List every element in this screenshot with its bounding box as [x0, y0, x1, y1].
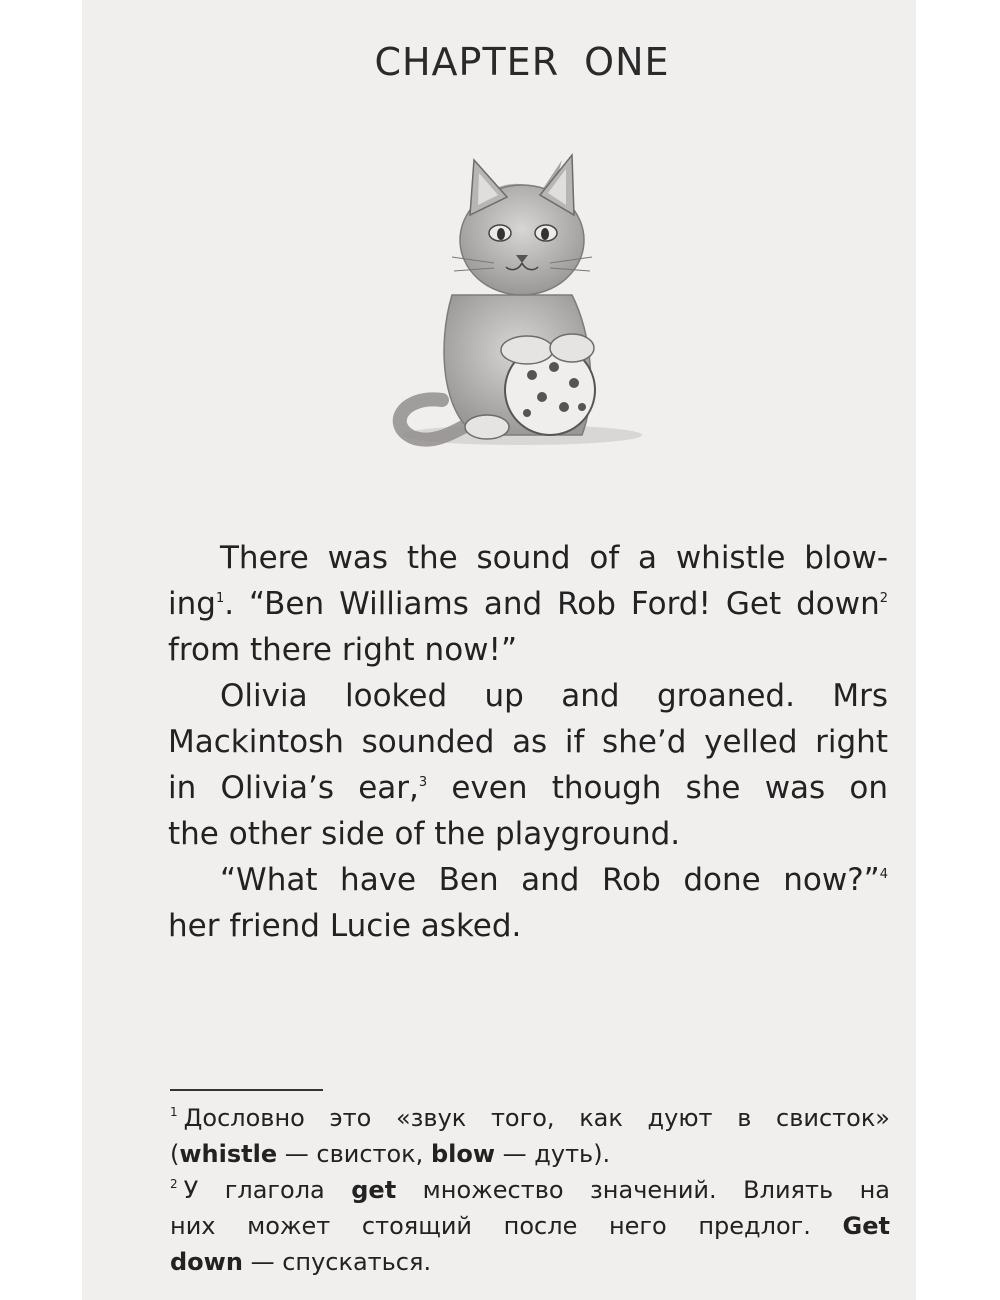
- text-line: There was the sound of a whistle blow-: [220, 540, 888, 576]
- text-line: in Olivia’s ear,$^3$ even though she was on: [168, 770, 888, 806]
- chapter-body-text: [168, 535, 888, 949]
- footnote-2-line: $^2$ У глагола get множество значений. Влиять на: [170, 1176, 890, 1204]
- footnote-ref: 4: [879, 867, 888, 882]
- footnote-divider: [170, 1089, 323, 1091]
- footnote-ref: 2: [879, 591, 888, 606]
- footnote-ref: 1: [215, 591, 225, 606]
- footnotes: [170, 1100, 890, 1280]
- text-line: Mackintosh sounded as if she’d yelled right: [168, 724, 888, 760]
- text-line: from there right now!”: [168, 632, 518, 668]
- footnote-ref: 3: [418, 775, 428, 790]
- footnote-1-line: $^1$ Дословно это «звук того, как дуют в свисток»: [170, 1104, 890, 1132]
- text-line: ing$^1$. “Ben Williams and Rob Ford! Get down$^2$: [168, 586, 888, 622]
- text-line: “What have Ben and Rob done now?”$^4$: [220, 862, 888, 898]
- footnote-1-line: (whistle — свисток, blow — дуть).: [170, 1140, 611, 1168]
- footnote-2-line: down — спускаться.: [170, 1248, 432, 1276]
- footnote-2-line: них может стоящий после него предлог. Get: [170, 1212, 890, 1240]
- chapter-title: CHAPTER ONE: [374, 40, 670, 84]
- text-line: the other side of the playground.: [168, 816, 681, 852]
- kitten-illustration: [382, 145, 652, 455]
- text-line: her friend Lucie asked.: [168, 908, 522, 944]
- text-line: Olivia looked up and groaned. Mrs: [220, 678, 888, 714]
- book-page: [82, 0, 916, 1300]
